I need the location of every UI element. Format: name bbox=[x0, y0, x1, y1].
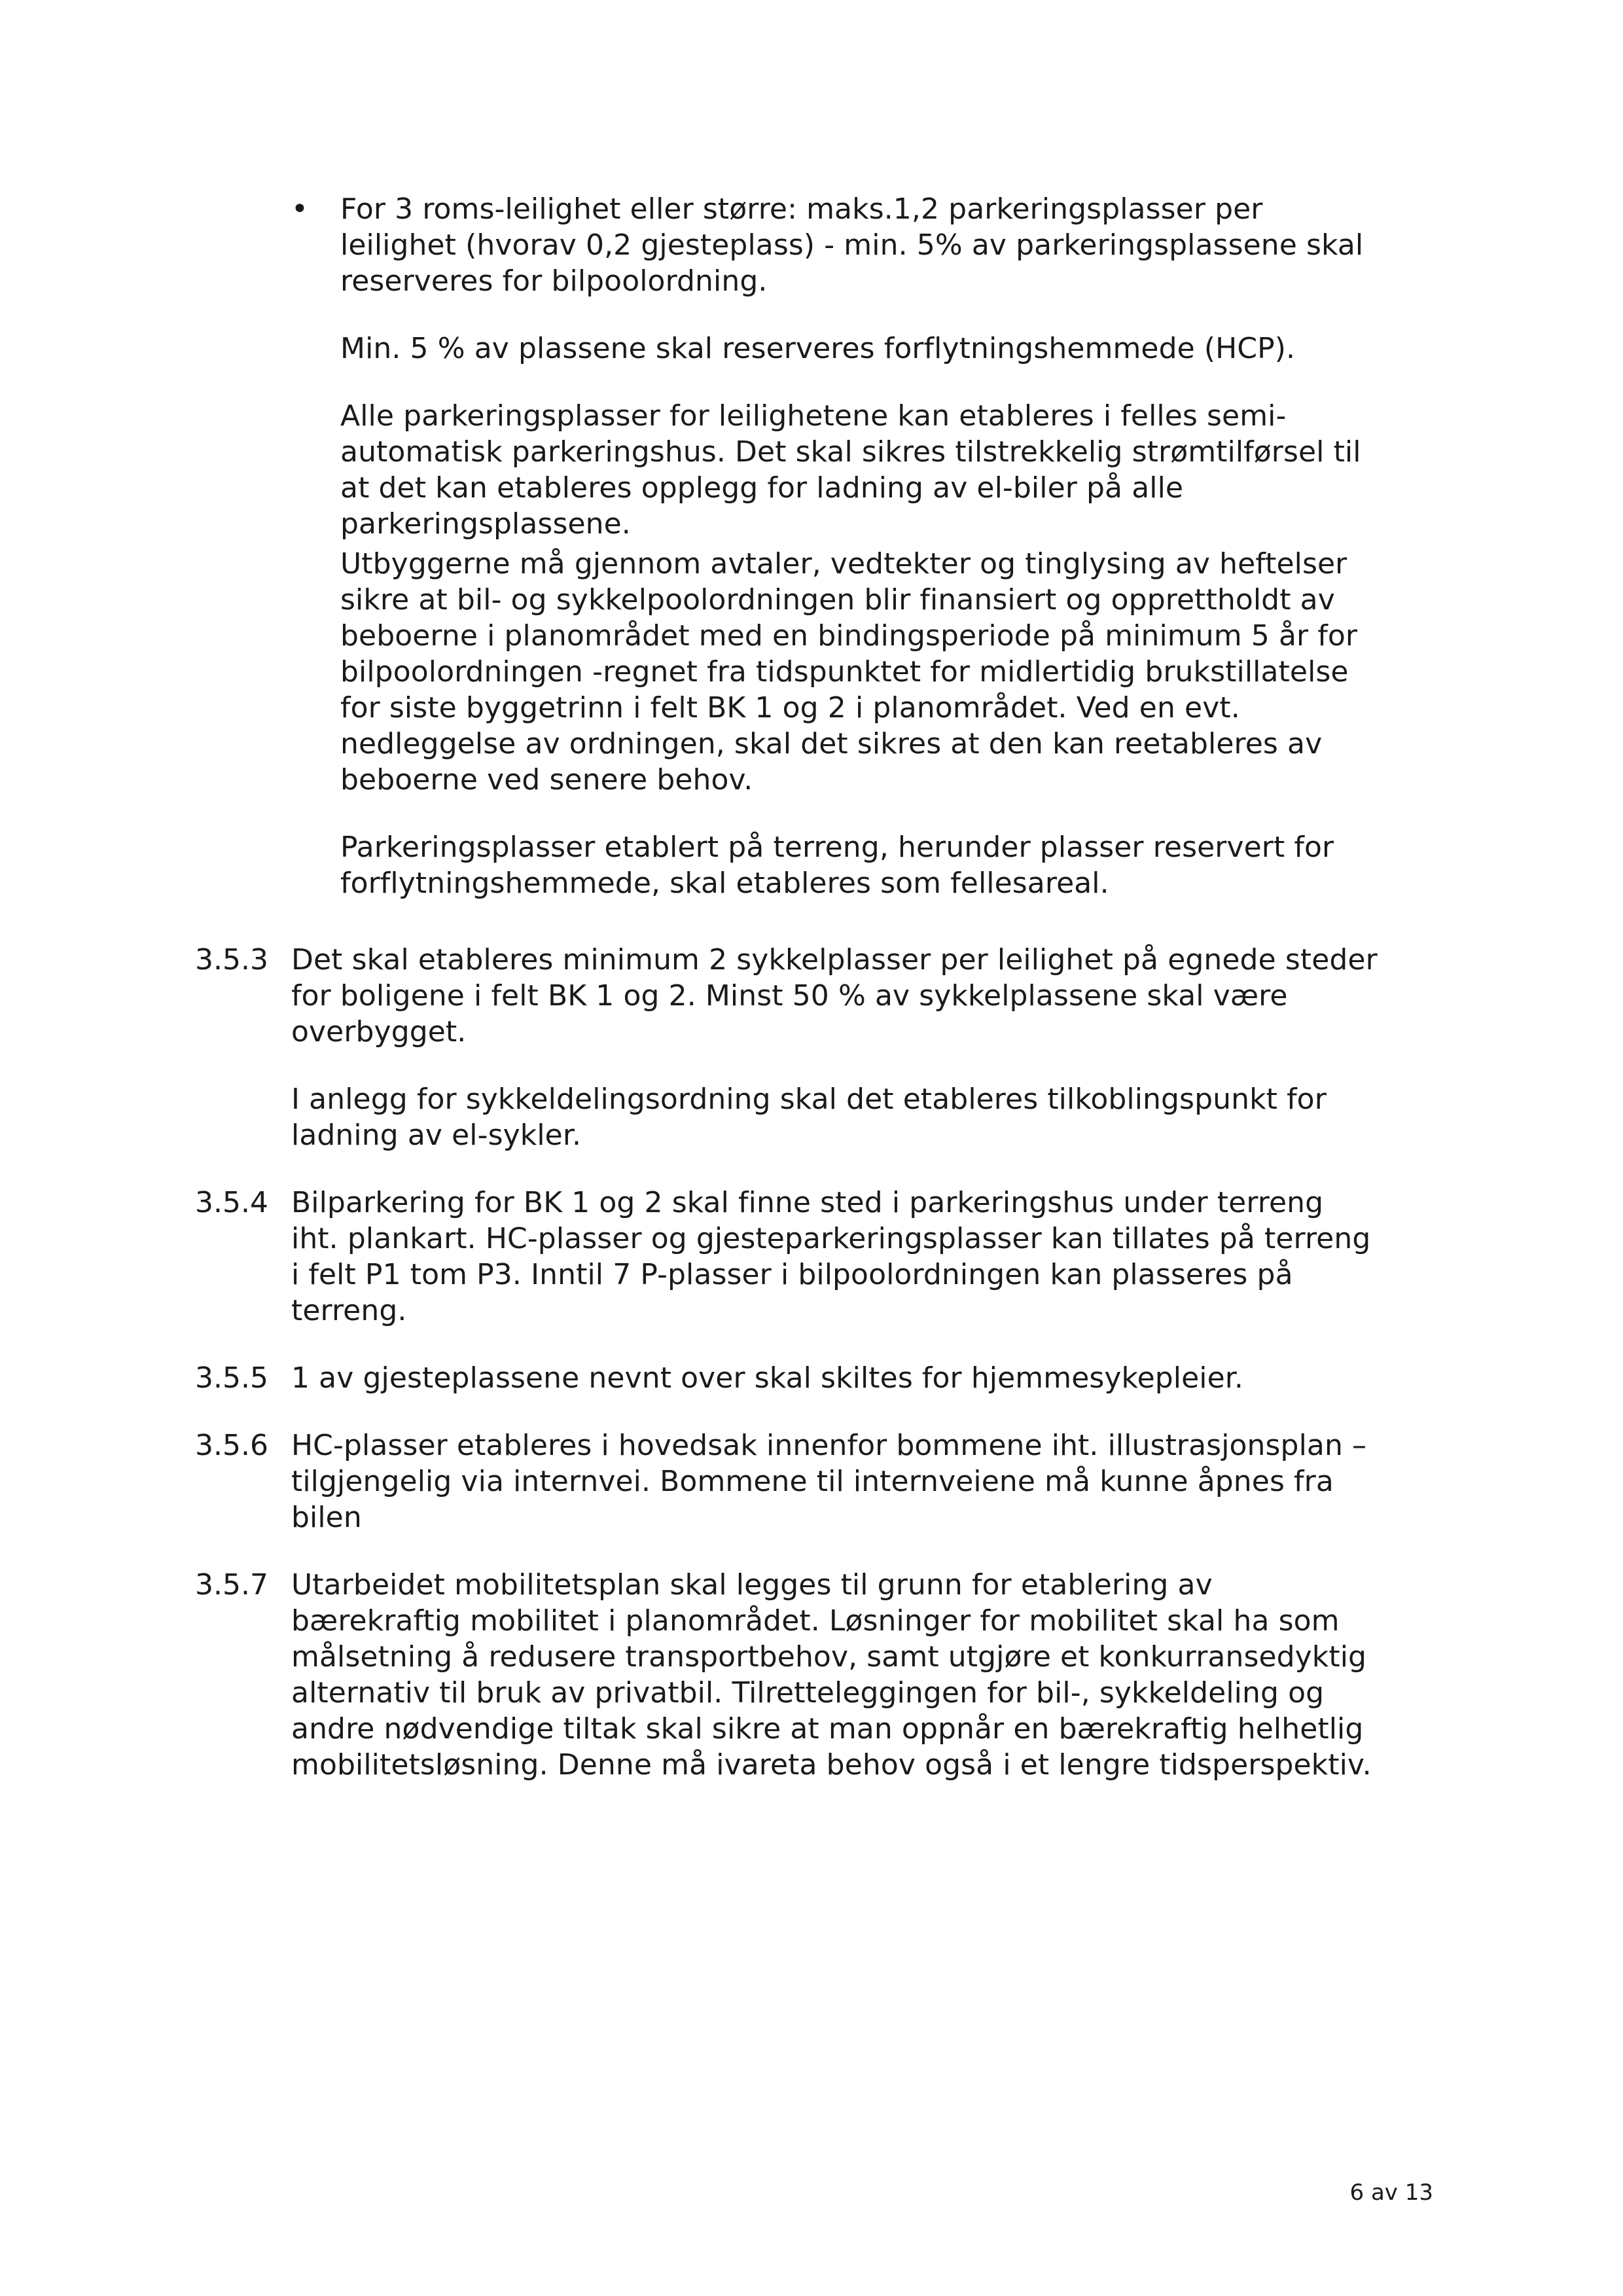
section-text-line: iht. plankart. HC-plasser og gjesteparkeringsplasser kan tillates på terreng bbox=[291, 1222, 1371, 1255]
paragraph-line: beboerne ved senere behov. bbox=[340, 763, 753, 797]
section-text-line: 1 av gjesteplassene nevnt over skal skiltes for hjemmesykepleier. bbox=[291, 1361, 1243, 1395]
section-number: 3.5.5 bbox=[195, 1361, 268, 1395]
paragraph-line: for siste byggetrinn i felt BK 1 og 2 i planområdet. Ved en evt. bbox=[340, 691, 1240, 725]
bullet-text-line: leilighet (hvorav 0,2 gjesteplass) - min. 5% av parkeringsplassene skal bbox=[340, 228, 1364, 262]
section-number: 3.5.3 bbox=[195, 943, 268, 977]
section-text-line: tilgjengelig via internvei. Bommene til internveiene må kunne åpnes fra bbox=[291, 1465, 1334, 1498]
section-text-line: Utarbeidet mobilitetsplan skal legges til grunn for etablering av bbox=[291, 1568, 1213, 1602]
bullet-text-line: reserveres for bilpoolordning. bbox=[340, 264, 768, 298]
section-text-line: Det skal etableres minimum 2 sykkelplasser per leilighet på egnede steder bbox=[291, 943, 1378, 977]
section-text-line: mobilitetsløsning. Denne må ivareta behov også i et lengre tidsperspektiv. bbox=[291, 1748, 1372, 1782]
paragraph-line: Min. 5 % av plassene skal reserveres forflytningshemmede (HCP). bbox=[340, 332, 1296, 365]
section-text-line: bærekraftig mobilitet i planområdet. Løsninger for mobilitet skal ha som bbox=[291, 1604, 1340, 1638]
paragraph-line: Utbyggerne må gjennom avtaler, vedtekter og tinglysing av heftelser bbox=[340, 547, 1347, 581]
section-text-line: målsetning å redusere transportbehov, samt utgjøre et konkurransedyktig bbox=[291, 1640, 1367, 1674]
paragraph-line: at det kan etableres opplegg for ladning av el-biler på alle bbox=[340, 471, 1184, 505]
section-text-line: Bilparkering for BK 1 og 2 skal finne sted i parkeringshus under terreng bbox=[291, 1186, 1324, 1219]
section-text-line: ladning av el-sykler. bbox=[291, 1119, 582, 1152]
paragraph-line: Parkeringsplasser etablert på terreng, herunder plasser reservert for bbox=[340, 831, 1334, 864]
section-text-line: for boligene i felt BK 1 og 2. Minst 50 % av sykkelplassene skal være bbox=[291, 979, 1288, 1013]
section-number: 3.5.6 bbox=[195, 1429, 268, 1462]
section-text-line: I anlegg for sykkeldelingsordning skal det etableres tilkoblingspunkt for bbox=[291, 1083, 1327, 1116]
section-number: 3.5.4 bbox=[195, 1186, 268, 1219]
section-number: 3.5.7 bbox=[195, 1568, 268, 1602]
section-text-line: alternativ til bruk av privatbil. Tilretteleggingen for bil-, sykkeldeling og bbox=[291, 1676, 1325, 1710]
paragraph-line: Alle parkeringsplasser for leilighetene kan etableres i felles semi- bbox=[340, 399, 1287, 433]
paragraph-line: beboerne i planområdet med en bindingsperiode på minimum 5 år for bbox=[340, 619, 1358, 653]
section-text-line: overbygget. bbox=[291, 1015, 467, 1049]
paragraph-line: sikre at bil- og sykkelpoolordningen blir finansiert og opprettholdt av bbox=[340, 583, 1335, 617]
paragraph-line: bilpoolordningen -regnet fra tidspunktet for midlertidig brukstillatelse bbox=[340, 655, 1349, 689]
paragraph-line: nedleggelse av ordningen, skal det sikres at den kan reetableres av bbox=[340, 727, 1323, 761]
paragraph-line: automatisk parkeringshus. Det skal sikres tilstrekkelig strømtilførsel til bbox=[340, 435, 1361, 469]
paragraph-line: forflytningshemmede, skal etableres som fellesareal. bbox=[340, 867, 1109, 900]
section-text-line: bilen bbox=[291, 1501, 362, 1534]
section-text-line: terreng. bbox=[291, 1294, 407, 1327]
section-text-line: i felt P1 tom P3. Inntil 7 P-plasser i bilpoolordningen kan plasseres på bbox=[291, 1258, 1293, 1291]
bullet-icon: • bbox=[291, 192, 308, 226]
section-text-line: HC-plasser etableres i hovedsak innenfor bommene iht. illustrasjonsplan – bbox=[291, 1429, 1367, 1462]
paragraph-line: parkeringsplassene. bbox=[340, 507, 631, 541]
section-text-line: andre nødvendige tiltak skal sikre at man oppnår en bærekraftig helhetlig bbox=[291, 1712, 1364, 1746]
bullet-text-line: For 3 roms-leilighet eller større: maks.1,2 parkeringsplasser per bbox=[340, 192, 1263, 226]
page-number: 6 av 13 bbox=[1349, 2179, 1433, 2206]
